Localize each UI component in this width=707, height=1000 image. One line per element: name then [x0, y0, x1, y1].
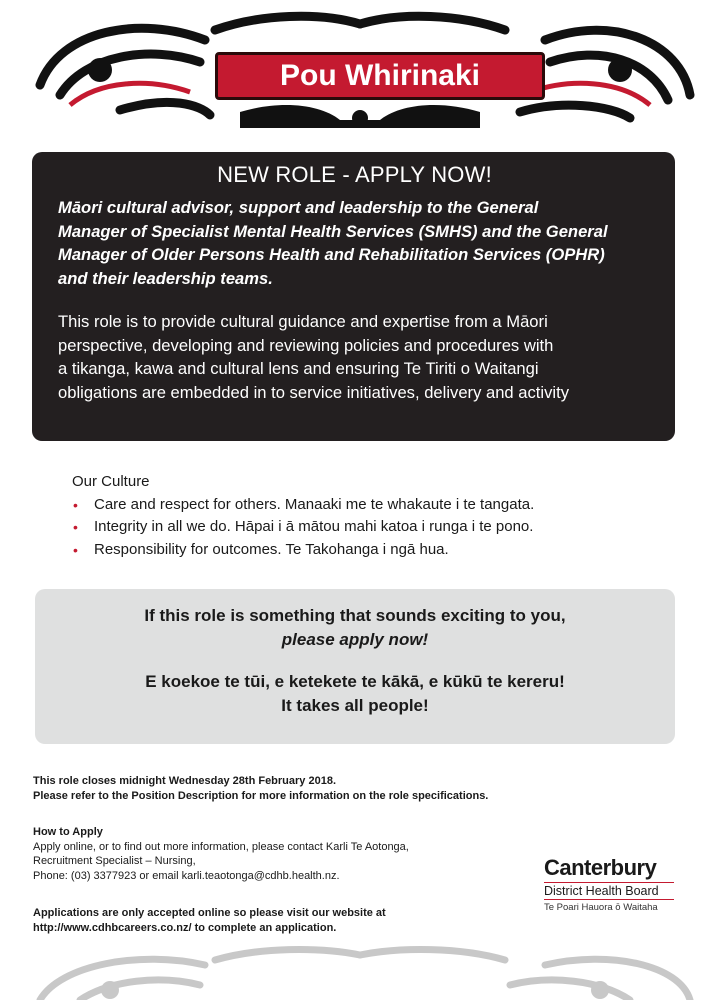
online-note-line: Applications are only accepted online so please visit our website at: [33, 907, 386, 919]
position-description-note: Please refer to the Position Description for more information on the role specifications.: [33, 789, 489, 802]
logo-name: Canterbury: [544, 855, 657, 880]
how-to-apply-line: Apply online, or to find out more information, please contact Karli Te Aotonga,: [33, 840, 409, 853]
contact-details: Phone: (03) 3377923 or email karli.teaotonga@cdhb.health.nz.: [33, 869, 340, 882]
role-purpose: [58, 310, 651, 404]
role-description-panel: [32, 152, 675, 441]
whakatauki-translation: It takes all people!: [281, 696, 429, 715]
callout-line: If this role is something that sounds exciting to you,: [144, 606, 566, 625]
our-culture-heading: Our Culture: [72, 473, 150, 490]
whakatauki-line: E koekoe te tūi, e ketekete te kākā, e kūkū te kereru!: [145, 672, 565, 691]
bullet-icon: •: [73, 519, 78, 535]
role-summary-line: Manager of Older Persons Health and Rehabilitation Services (OPHR): [58, 245, 605, 264]
cdhb-logo: [544, 855, 674, 913]
culture-value: Responsibility for outcomes. Te Takohanga i ngā hua.: [94, 540, 449, 558]
bullet-icon: •: [73, 496, 78, 513]
careers-website-link[interactable]: http://www.cdhbcareers.co.nz/ to complete an application.: [33, 921, 337, 934]
callout-apply-now: please apply now!: [281, 630, 429, 649]
closing-info: [33, 774, 488, 803]
role-summary-line: and their leadership teams.: [58, 268, 273, 288]
how-to-apply-heading: How to Apply: [33, 826, 103, 838]
page-title: Pou Whirinaki: [279, 59, 480, 92]
role-purpose-line: This role is to provide cultural guidance and expertise from a Māori: [58, 312, 548, 331]
list-item: [72, 539, 534, 562]
culture-value: Care and respect for others. Manaaki me te whakaute i te tangata.: [94, 495, 535, 513]
role-heading: NEW ROLE - APPLY NOW!: [217, 162, 492, 187]
maori-kowhaiwhai-footer-pattern: [0, 945, 707, 1000]
role-summary-line: Māori cultural advisor, support and leadership to the General: [58, 198, 539, 217]
how-to-apply-section: [33, 825, 409, 883]
how-to-apply-line: Recruitment Specialist – Nursing,: [33, 855, 196, 867]
closing-date: This role closes midnight Wednesday 28th February 2018.: [33, 775, 337, 787]
list-item: [72, 516, 534, 539]
apply-callout-panel: [35, 589, 675, 744]
title-banner: [215, 52, 545, 100]
our-culture-section: [72, 471, 534, 561]
role-purpose-line: obligations are embedded in to service initiatives, delivery and activity: [58, 382, 569, 402]
logo-maori-name: Te Poari Hauora ō Waitaha: [544, 902, 658, 913]
online-application-note: [33, 906, 386, 935]
role-purpose-line: perspective, developing and reviewing policies and procedures with: [58, 335, 554, 355]
bullet-icon: •: [73, 541, 78, 558]
spacer: [35, 652, 675, 670]
role-summary-line: Manager of Specialist Mental Health Services (SMHS) and the General: [58, 221, 608, 241]
list-item: [72, 494, 534, 517]
logo-subtitle: District Health Board: [544, 882, 674, 900]
culture-values-list: [72, 494, 534, 562]
role-summary: [58, 196, 651, 290]
role-purpose-line: a tikanga, kawa and cultural lens and ensuring Te Tiriti o Waitangi: [58, 359, 539, 378]
culture-value: Integrity in all we do. Hāpai i ā mātou mahi katoa i runga i te pono.: [94, 518, 534, 535]
